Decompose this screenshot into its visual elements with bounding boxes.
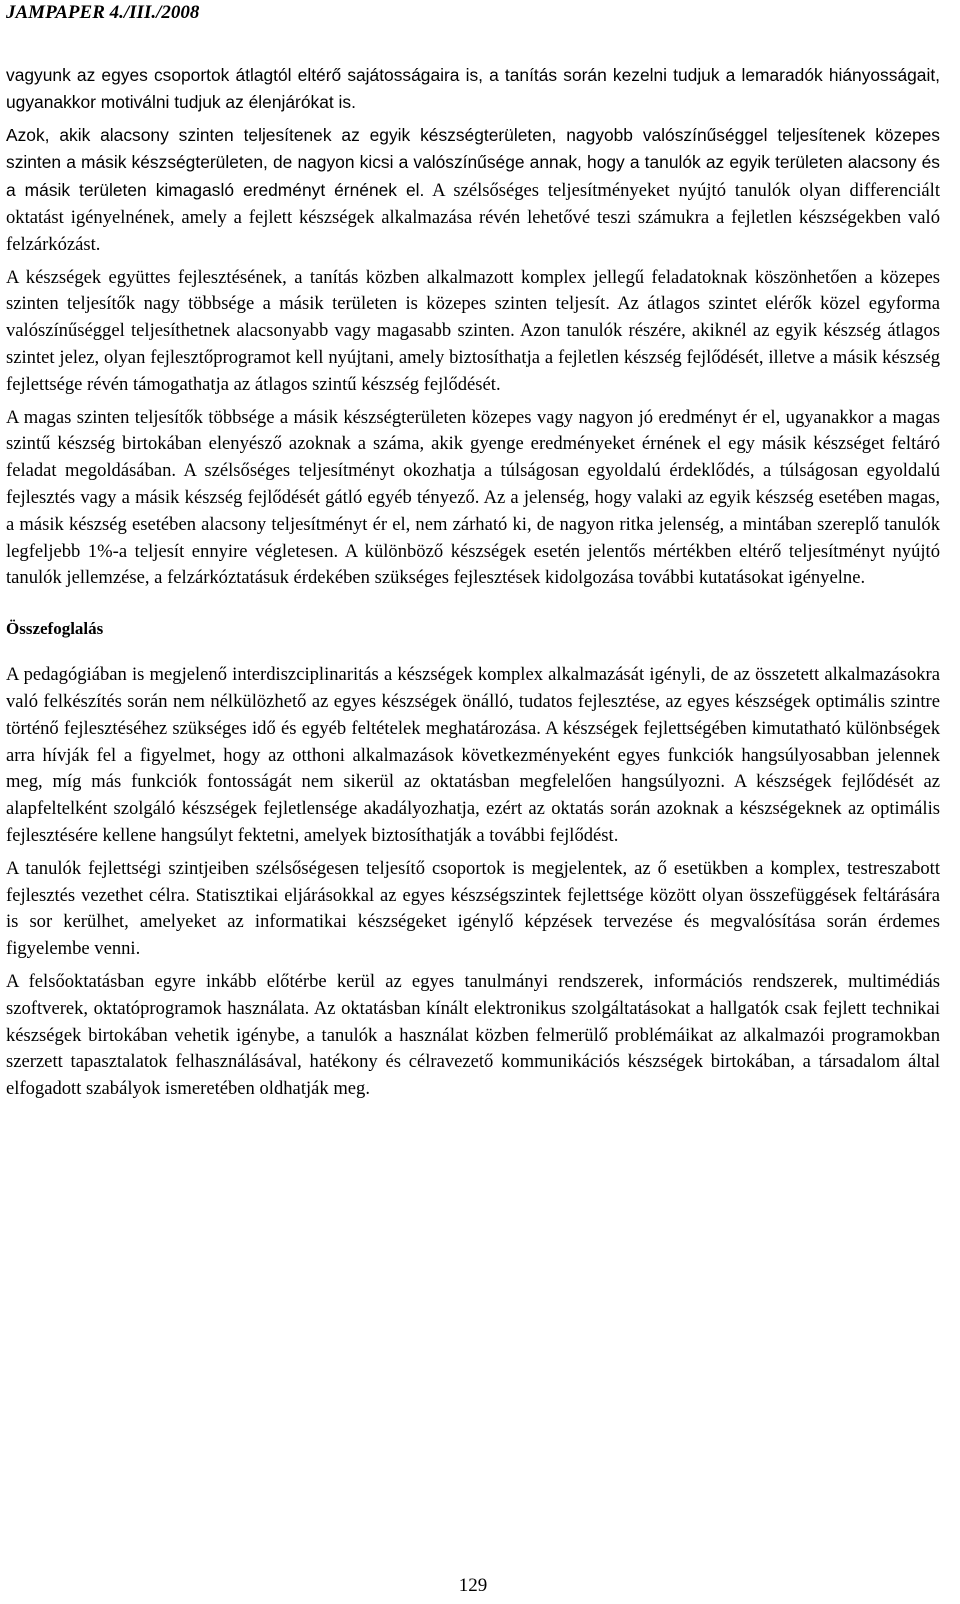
paragraph-continued: vagyunk az egyes csoportok átlagtól eltérő sajátosságaira is, a tanítás során kezelni tudjuk a lemaradók hiányosságait, ugyanakkor motiválni tudjuk az élenjárókat is. (6, 65, 940, 112)
running-header: JAMPAPER 4./III./2008 (6, 2, 200, 23)
paragraph-low-performers-part2: A szélsőséges teljesítményeket nyújtó tanulók olyan differenciált oktatást igényelnének, amely a fejlett készségek alkalmazása révén lehetővé teszi számukra a fejletlen készségekben való felzárkózást. (6, 180, 941, 255)
summary-paragraph-3: A felsőoktatásban egyre inkább előtérbe kerül az egyes tanulmányi rendszerek, információs rendszerek, multimédiás szoftverek, oktatóprogramok használata. Az oktatásban kínált elektronikus szolgáltatásokat a hallgatók csak fejlett technikai készségek birtokában vehetik igénybe, a tanulók a használat közben felmerülő problémáikat az alkalmazói programokban szerzett tapasztalatok felhasználásával, hatékony és célravezető kommunikációs készségek birtokában, a társadalom által elfogadott szabályok ismeretében oldhatják meg. (6, 970, 940, 1100)
body-text (6, 62, 940, 1109)
document-page (6, 0, 940, 1604)
summary-paragraph-2: A tanulók fejlettségi szintjeiben szélsőségesen teljesítő csoportok is megjelentek, az ő esetükben a komplex, testreszabott fejlesztés vezethet célra. Statisztikai eljárásokkal az egyes készségszintek fejlettsége között olyan összefüggések feltárására is sor kerülhet, amelyeket az informatikai készségeket igénylő képzések tervezése és megvalósítása során érdemes figyelembe venni. (6, 857, 940, 960)
paragraph-low-performers (6, 122, 940, 259)
paragraph-average-performers: A készségek együttes fejlesztésének, a tanítás közben alkalmazott komplex jellegű feladatoknak köszönhetően a közepes szinten teljesítők nagy többsége a másik területen is közepes szinten teljesít. Az átlagos szintet elérők közel egyforma valószínűséggel teljesíthetnek alacsonyabb vagy magasabb szinten. Azon tanulók részére, akiknél az egyik készség átlagos szintet jelez, olyan fejlesztőprogramot kell nyújtani, amely biztosíthatja a fejletlen készség fejlődését, illetve a másik készség fejlettsége révén támogathatja az átlagos szintű készség fejlődését. (6, 266, 940, 395)
summary-paragraph-1: A pedagógiában is megjelenő interdiszciplinaritás a készségek komplex alkalmazását igényli, de az összetett alkalmazásokra való felkészítés során nem nélkülözhető az egyes készségek önálló, tudatos fejlesztése, az egyes készségek optimális szintre történő fejlesztéséhez szükséges idő és egyéb feltételek meghatározása. A készségek fejlettségében kimutatható különbségek arra hívják fel a figyelmet, hogy az otthoni alkalmazások következményeként egyes funkciók hangsúlyosabban jelennek meg, míg más funkciók fontosságát nem sikerül az oktatásban megfelelően hangsúlyozni. A készségek fejlődését az alapfeltelként szolgáló készségek fejletlensége akadályozhatja, ezért az oktatás során azoknak a készségeknek az optimális fejlesztésére kellene hangsúlyt fektetni, amelyek biztosíthatják a további fejlődést. (6, 664, 940, 846)
paragraph-high-performers: A magas szinten teljesítők többsége a másik készségterületen közepes vagy nagyon jó eredményt ér el, ugyanakkor a magas szintű készség birtokában elenyésző azoknak a száma, akik gyenge eredményeket érnének el egy másik készséget feltáró feladat megoldásában. A szélsőséges teljesítményt okozhatja a túlságosan egyoldalú érdeklődés, a túlságosan egyoldalú fejlesztés vagy a másik készség fejlődését gátló egyéb tényező. Az a jelenség, hogy valaki az egyik készség esetében magas, a másik készség esetében alacsony teljesítményt ér el, nem zárható ki, de nagyon ritka jelenség, a mintában szereplő tanulók legfeljebb 1%-a teljesít ennyire végletesen. A különböző készségek esetén jelentős mértékben eltérő teljesítményt nyújtó tanulók jellemzése, a felzárkóztatásuk érdekében szükséges fejlesztések kidolgozása további kutatásokat igényelne. (6, 406, 940, 589)
paragraph-low-performers-part1: Azok, akik alacsony szinten teljesítenek az egyik készségterületen, nagyobb valószínűséggel teljesítenek közepes szinten a másik készségterületen, de nagyon kicsi a valószínűsége annak, hogy a tanulók az egyik területen alacsony és a másik területen kimagasló eredményt érnének el. (6, 124, 940, 201)
page-number: 129 (458, 1575, 488, 1596)
section-heading-summary: Összefoglalás (6, 619, 104, 639)
